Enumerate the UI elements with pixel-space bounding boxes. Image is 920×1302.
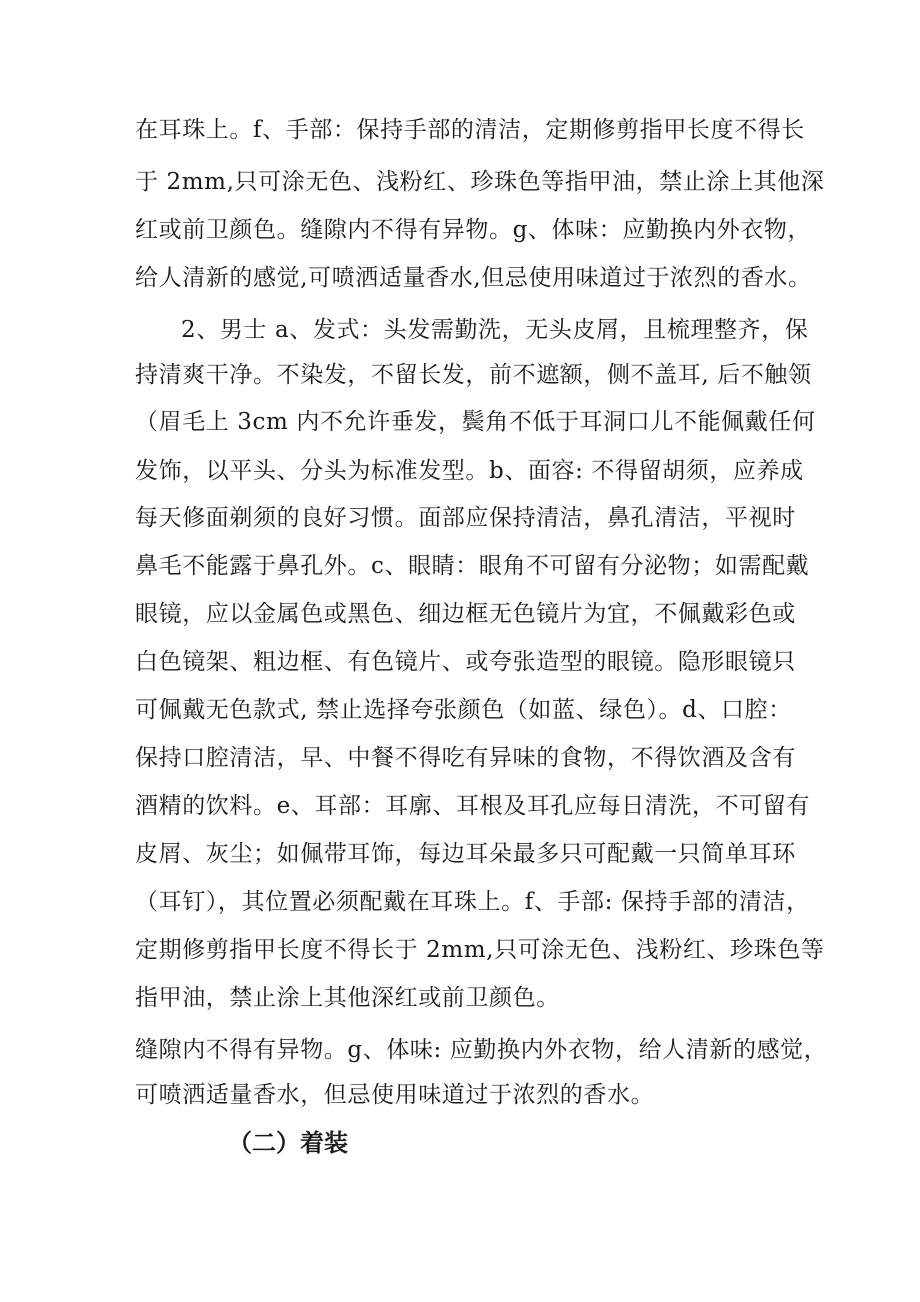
paragraph-line: 发饰，以平头、分头为标准发型。b、面容: 不得留胡须，应养成	[135, 458, 804, 484]
paragraph-line: 每天修面剃须的良好习惯。面部应保持清洁，鼻孔清洁，平视时	[135, 505, 796, 531]
paragraph-line: 给人清新的感觉,可喷洒适量香水,但忌使用味道过于浓烈的香水。	[135, 265, 812, 291]
paragraph-line: （眉毛上 3cm 内不允许垂发，鬓角不低于耳洞口儿不能佩戴任何	[135, 409, 816, 435]
paragraph-line: 定期修剪指甲长度不得长于 2mm,只可涂无色、浅粉红、珍珠色等	[135, 937, 825, 963]
paragraph-line: 白色镜架、粗边框、有色镜片、或夸张造型的眼镜。隐形眼镜只	[135, 649, 796, 675]
paragraph-line: 于 2mm,只可涂无色、浅粉红、珍珠色等指甲油，禁止涂上其他深	[135, 169, 825, 195]
paragraph-line: 指甲油，禁止涂上其他深红或前卫颜色。	[135, 985, 560, 1011]
paragraph-line: 酒精的饮料。e、耳部：耳廓、耳根及耳孔应每日清洗，不可留有	[135, 793, 811, 819]
paragraph-line: 缝隙内不得有异物。g、体味: 应勤换内外衣物，给人清新的感觉，	[135, 1037, 828, 1063]
paragraph-line: 持清爽干净。不染发，不留长发，前不遮额，侧不盖耳, 后不触领	[135, 362, 812, 388]
paragraph-line: 眼镜，应以金属色或黑色、细边框无色镜片为宜，不佩戴彩色或	[135, 601, 796, 627]
paragraph-line: 红或前卫颜色。缝隙内不得有异物。g、体味：应勤换内外衣物，	[135, 217, 812, 243]
paragraph-line: （耳钉），其位置必须配戴在耳珠上。f、手部: 保持手部的清洁，	[135, 889, 810, 915]
paragraph-line: 2、男士 a、发式：头发需勤洗，无头皮屑，且梳理整齐，保	[181, 317, 809, 343]
paragraph-line: 在耳珠上。f、手部：保持手部的清洁，定期修剪指甲长度不得长	[135, 117, 805, 143]
paragraph-line: 鼻毛不能露于鼻孔外。c、眼睛：眼角不可留有分泌物；如需配戴	[135, 553, 810, 579]
section-heading: （二）着装	[228, 1129, 348, 1157]
paragraph-line: 可喷洒适量香水，但忌使用味道过于浓烈的香水。	[135, 1082, 655, 1108]
paragraph-line: 保持口腔清洁，早、中餐不得吃有异味的食物，不得饮酒及含有	[135, 745, 796, 771]
paragraph-line: 可佩戴无色款式, 禁止选择夸张颜色（如蓝、绿色）。d、口腔：	[135, 697, 792, 723]
paragraph-line: 皮屑、灰尘；如佩带耳饰，每边耳朵最多只可配戴一只简单耳环	[135, 841, 796, 867]
